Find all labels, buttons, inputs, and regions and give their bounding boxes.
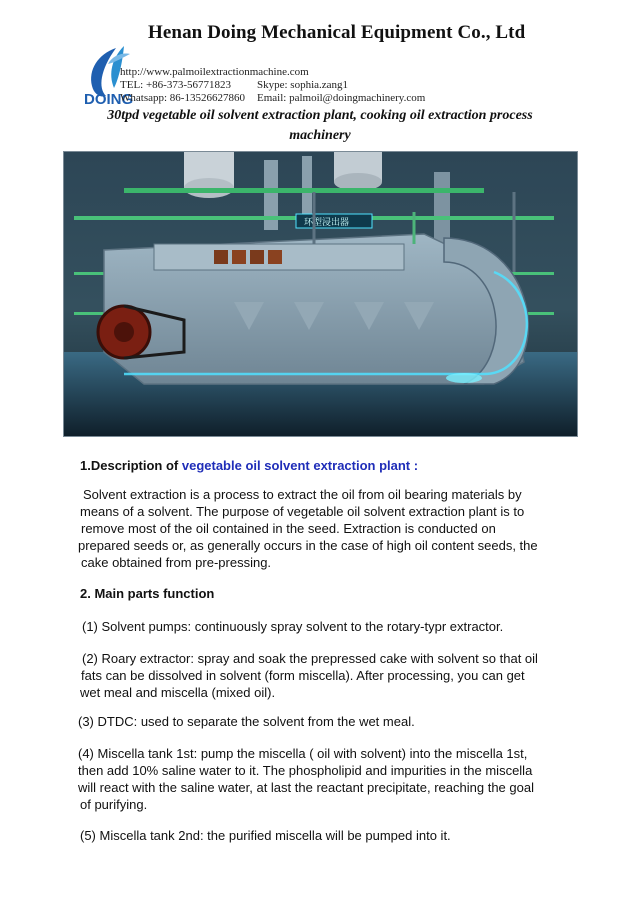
list-item — [80, 827, 451, 844]
paragraph-line: Solvent extraction is a process to extract the oil from oil bearing materials by — [83, 487, 522, 502]
skype-id: Skype: sophia.zang1 — [257, 79, 349, 91]
logo-text: DOING — [84, 91, 134, 106]
paragraph-line: cake obtained from pre-pressing. — [81, 555, 272, 570]
list-item — [78, 713, 415, 730]
company-name: Henan Doing Mechanical Equipment Co., Ltd — [148, 22, 526, 43]
list-item-line: fats can be dissolved in solvent (form miscella). After processing, you can get — [81, 668, 525, 683]
list-item-line: (3) DTDC: used to separate the solvent from the wet meal. — [78, 714, 415, 729]
section-2-heading: 2. Main parts function — [80, 586, 215, 601]
title-line: machinery — [289, 128, 351, 143]
plant-illustration — [63, 151, 578, 437]
list-item — [78, 745, 534, 813]
section-1-prefix: 1.Description of — [80, 458, 182, 473]
list-item-line: then add 10% saline water to it. The phospholipid and impurities in the miscella — [78, 763, 533, 778]
list-item-line: (5) Miscella tank 2nd: the purified miscella will be pumped into it. — [80, 828, 451, 843]
section-1-heading — [80, 458, 418, 473]
email-address[interactable]: Email: palmoil@doingmachinery.com — [257, 92, 426, 104]
list-item-line: will react with the saline water, at last the reactant precipitate, reaching the goal — [78, 780, 534, 795]
section-1-paragraph — [80, 486, 538, 571]
list-item — [82, 618, 503, 635]
paragraph-line: means of a solvent. The purpose of vegetable oil solvent extraction plant is to — [80, 504, 525, 519]
website-link[interactable]: http://www.palmoilextractionmachine.com — [120, 66, 309, 78]
plant-render — [64, 152, 577, 436]
list-item-line: of purifying. — [80, 797, 148, 812]
list-item-line: (1) Solvent pumps: continuously spray solvent to the rotary-typr extractor. — [82, 619, 504, 634]
tel-number: TEL: +86-373-56771823 — [120, 79, 231, 91]
title-line: 30tpd vegetable oil solvent extraction plant, cooking oil extraction process — [107, 108, 533, 123]
overlay-label: 环型浸出器 — [304, 218, 350, 228]
paragraph-line: remove most of the oil contained in the seed. Extraction is conducted on — [81, 521, 496, 536]
list-item-line: (2) Roary extractor: spray and soak the prepressed cake with solvent so that oil — [82, 651, 538, 666]
page-title — [80, 106, 560, 146]
list-item — [80, 650, 538, 701]
list-item-line: wet meal and miscella (mixed oil). — [80, 685, 276, 700]
section-1-highlight: vegetable oil solvent extraction plant : — [181, 458, 419, 473]
whatsapp-number: Whatsapp: 86-13526627860 — [120, 92, 245, 104]
list-item-line: (4) Miscella tank 1st: pump the miscella ( oil with solvent) into the miscella 1st, — [78, 746, 528, 761]
paragraph-line: prepared seeds or, as generally occurs in the case of high oil content seeds, the — [78, 538, 538, 553]
